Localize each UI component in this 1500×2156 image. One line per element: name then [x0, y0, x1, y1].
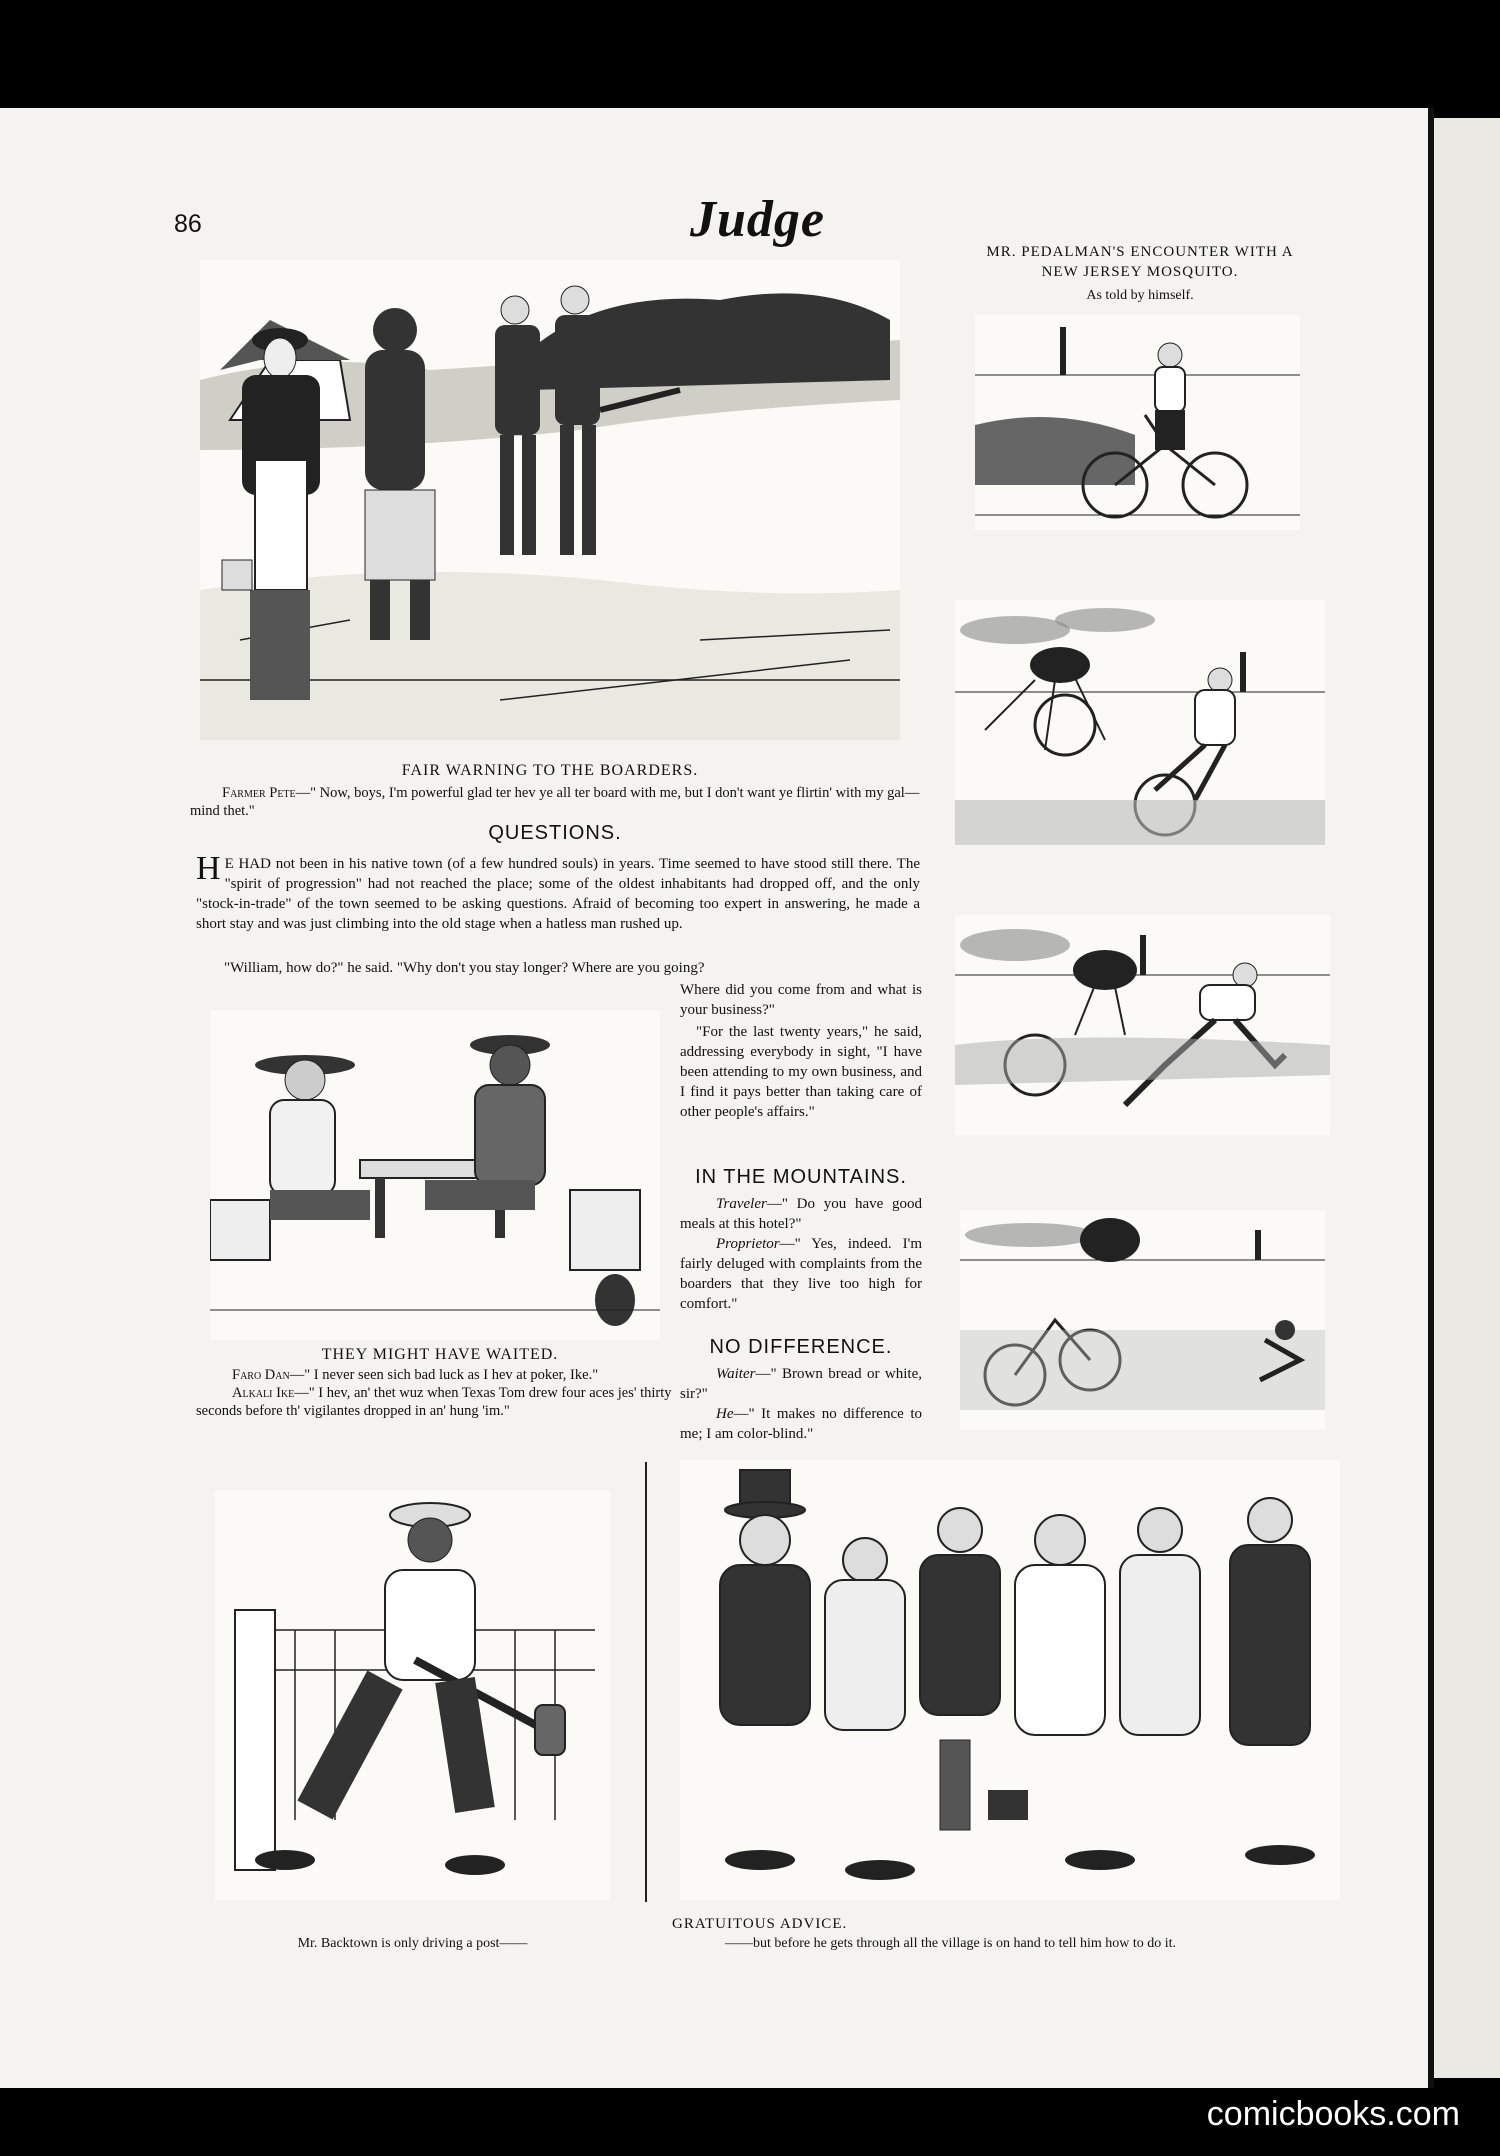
questions-para2: "William, how do?" he said. "Why don't you stay longer? Where are you going?: [224, 960, 705, 976]
pedalman-title: [940, 242, 1340, 282]
waited-title: THEY MIGHT HAVE WAITED.: [321, 1346, 559, 1363]
pedalman-subtitle: As told by himself.: [1086, 288, 1194, 303]
masthead-title: Judge: [690, 191, 825, 248]
waited-line1: —" I never seen sich bad luck as I hev at poker, Ike.": [289, 1367, 599, 1383]
pedalman-panel-2: [955, 600, 1325, 845]
no-difference-heading: NO DIFFERENCE.: [709, 1336, 893, 1358]
no-difference-line2: —" It makes no difference to me; I am color-blind.": [680, 1406, 922, 1442]
fair-warning-text: [190, 784, 920, 820]
questions-heading: QUESTIONS.: [488, 822, 622, 844]
fair-warning-title: FAIR WARNING TO THE BOARDERS.: [401, 762, 699, 779]
no-difference-speaker2: He: [716, 1406, 734, 1422]
page-number: 86: [174, 210, 202, 238]
questions-para2b: Where did you come from and what is your business?": [680, 982, 922, 1018]
mountains-speaker2: Proprietor: [716, 1236, 780, 1252]
no-difference-text: [680, 1364, 922, 1444]
backtown-illustration: [215, 1490, 610, 1900]
backtown-caption: Mr. Backtown is only driving a post——: [297, 1936, 528, 1951]
questions-dropcap: H: [196, 850, 221, 887]
mountains-line1: —" Do you have good meals at this hotel?": [680, 1196, 922, 1232]
waited-line2: —" I hev, an' thet wuz when Texas Tom drew four aces jes' thirty seconds before th' vigilantes dropped in an' hung 'im.": [196, 1385, 672, 1419]
mountains-text: [680, 1194, 922, 1314]
mountains-heading: IN THE MOUNTAINS.: [695, 1166, 907, 1188]
waited-text: [196, 1366, 674, 1420]
poker-illustration: [210, 1010, 660, 1340]
gratuitous-advice-title: GRATUITOUS ADVICE.: [672, 1916, 848, 1932]
no-difference-line1: —" Brown bread or white, sir?": [680, 1366, 922, 1402]
next-page-edge: [1434, 118, 1500, 2078]
mountains-line2: —" Yes, indeed. I'm fairly deluged with complaints from the boarders that they live too high for comfort.": [680, 1236, 922, 1312]
pedalman-panel-1: [975, 315, 1300, 530]
gratuitous-advice-caption: ——but before he gets through all the village is on hand to tell him how to do it.: [725, 1936, 1177, 1951]
pedalman-panel-3: [955, 915, 1330, 1135]
questions-para1-text: E HAD not been in his native town (of a few hundred souls) in years. Time seemed to have stood still there. The "spirit of progression" had not reached the place; some of the oldest inhabitants had dropped off, and the only "stock-in-trade" of the town seemed to be asking questions. Afraid of becoming too expert in answering, he made a short stay and was just climbing into the old stage when a hatless man rushed up.: [196, 856, 920, 932]
pedalman-title-line2: NEW JERSEY MOSQUITO.: [1041, 264, 1239, 280]
fair-warning-speaker: Farmer Pete: [222, 785, 296, 801]
no-difference-speaker1: Waiter: [716, 1366, 756, 1382]
gratuitous-advice-illustration: [680, 1460, 1340, 1900]
bottom-divider: [645, 1462, 647, 1902]
questions-para1: [196, 850, 920, 934]
fair-warning-illustration: [200, 260, 900, 740]
fair-warning-quote: —" Now, boys, I'm powerful glad ter hev ye all ter board with me, but I don't want ye flirtin' with my gal—mind thet.": [190, 785, 920, 819]
mountains-speaker1: Traveler: [716, 1196, 767, 1212]
waited-speaker1: Faro Dan: [232, 1367, 290, 1383]
site-watermark: comicbooks.com: [1206, 2095, 1460, 2133]
waited-speaker2: Alkali Ike: [232, 1385, 295, 1401]
pedalman-panel-4: [960, 1210, 1325, 1430]
questions-para3: "For the last twenty years," he said, addressing everybody in sight, "I have been attending to my own business, and I find it pays better than taking care of other people's affairs.": [680, 1024, 922, 1120]
pedalman-title-line1: MR. PEDALMAN'S ENCOUNTER WITH A: [986, 244, 1294, 260]
